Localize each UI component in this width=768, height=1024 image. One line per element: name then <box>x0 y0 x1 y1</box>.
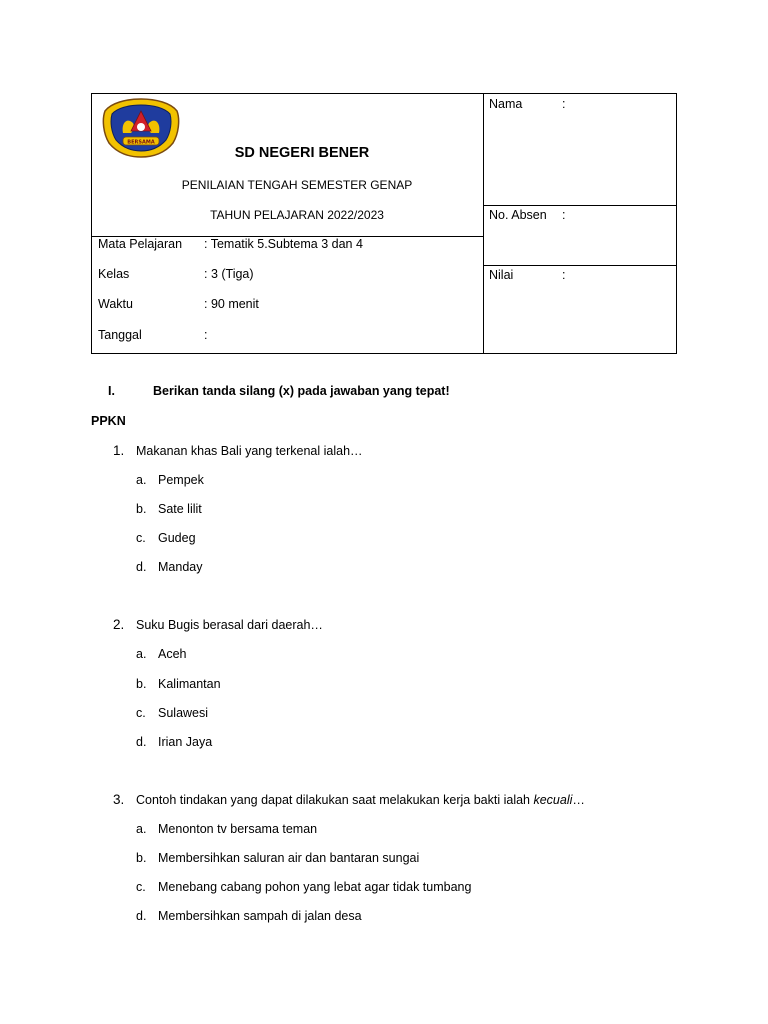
option-text: Pempek <box>158 473 204 487</box>
option-letter: b. <box>136 851 147 865</box>
field-label-nilai: Nilai <box>489 268 514 282</box>
field-label-mata-pelajaran: Mata Pelajaran <box>98 237 183 251</box>
option-text: Manday <box>158 560 203 574</box>
school-name: SD NEGERI BENER <box>234 145 370 161</box>
option-text: Sulawesi <box>158 706 209 720</box>
option-text: Membersihkan saluran air dan bantaran sungai <box>158 851 420 865</box>
question-text: Makanan khas Bali yang terkenal ialah… <box>136 444 363 458</box>
option-text: Menebang cabang pohon yang lebat agar tidak tumbang <box>158 880 472 894</box>
option-letter: d. <box>136 560 147 574</box>
table-divider-absen <box>483 265 677 266</box>
field-label-waktu: Waktu <box>98 297 133 311</box>
school-emblem-icon <box>101 97 181 159</box>
table-divider-nama <box>483 205 677 206</box>
option-text: Gudeg <box>158 531 196 545</box>
question-number: 2. <box>113 617 125 632</box>
field-value-nama: : <box>562 97 566 111</box>
field-value-kelas: : 3 (Tiga) <box>204 267 254 281</box>
option-letter: c. <box>136 880 146 894</box>
field-label-absen: No. Absen <box>489 208 547 222</box>
option-letter: a. <box>136 647 147 661</box>
field-label-tanggal: Tanggal <box>98 328 142 342</box>
option-letter: a. <box>136 822 147 836</box>
field-value-mata-pelajaran: : Tematik 5.Subtema 3 dan 4 <box>204 237 363 251</box>
field-label-kelas: Kelas <box>98 267 130 281</box>
option-text: Irian Jaya <box>158 735 213 749</box>
table-divider-vertical <box>483 94 484 353</box>
subject-heading: PPKN <box>91 414 126 428</box>
question-text-emphasis: kecuali <box>533 793 573 807</box>
option-letter: b. <box>136 502 147 516</box>
section-instruction: Berikan tanda silang (x) pada jawaban yang tepat! <box>153 384 450 398</box>
exam-title: PENILAIAN TENGAH SEMESTER GENAP <box>181 178 413 192</box>
field-value-waktu: : 90 menit <box>204 297 259 311</box>
option-text: Kalimantan <box>158 677 221 691</box>
field-label-nama: Nama <box>489 97 523 111</box>
question-number: 1. <box>113 443 125 458</box>
option-letter: d. <box>136 735 147 749</box>
option-letter: d. <box>136 909 147 923</box>
option-text: Aceh <box>158 647 187 661</box>
svg-text:BERSAMA: BERSAMA <box>127 139 155 146</box>
option-letter: c. <box>136 706 146 720</box>
option-letter: b. <box>136 677 147 691</box>
field-value-nilai: : <box>562 268 566 282</box>
option-text: Menonton tv bersama teman <box>158 822 318 836</box>
academic-year: TAHUN PELAJARAN 2022/2023 <box>210 208 384 222</box>
exam-header-table <box>91 93 677 354</box>
question-text <box>136 793 585 807</box>
option-text: Sate lilit <box>158 502 202 516</box>
question-text-end: … <box>572 793 585 807</box>
question-text-plain: Contoh tindakan yang dapat dilakukan saat melakukan kerja bakti ialah <box>136 793 534 807</box>
question-text: Suku Bugis berasal dari daerah… <box>136 618 323 632</box>
option-letter: c. <box>136 531 146 545</box>
option-text: Membersihkan sampah di jalan desa <box>158 909 362 923</box>
field-value-tanggal: : <box>204 328 208 342</box>
field-value-absen: : <box>562 208 566 222</box>
option-letter: a. <box>136 473 147 487</box>
section-number: I. <box>108 384 115 398</box>
question-number: 3. <box>113 792 125 807</box>
